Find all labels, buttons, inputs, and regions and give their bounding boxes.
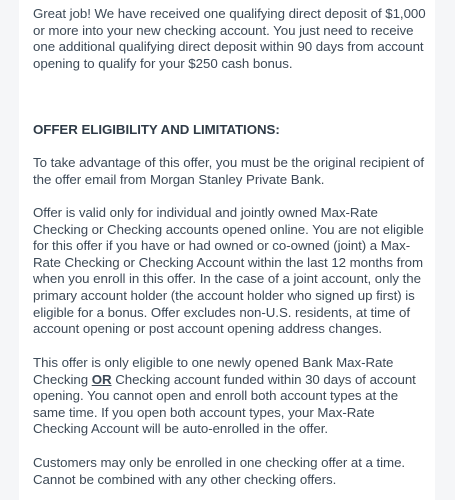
- one-offer-paragraph: Customers may only be enrolled in one checking offer at a time. Cannot be combined with any other checking offers.: [33, 455, 406, 487]
- one-account-text-before: This offer is only eligible to one newly opened Bank Max-Rate Checking: [33, 355, 394, 387]
- intro-paragraph: Great job! We have received one qualifying direct deposit of $1,000 or more into your new checking account. You just need to receive one additional qualifying direct deposit within 90 days from account opening to qualify for your $250 cash bonus.: [33, 6, 426, 71]
- one-account-text-after: Checking account funded within 30 days of account opening. You cannot open and enroll both account types at the same time. If you open both account types, your Max-Rate Checking Account will be auto-enrolled in the offer.: [33, 371, 416, 437]
- validity-paragraph: Offer is valid only for individual and jointly owned Max-Rate Checking or Checking accounts opened online. You are not eligible for this offer if you have or had owned or co-owned (joint) a Max-Rate Checking or Checking Account within the last 12 months from when you enroll in this offer. In the case of a joint account, only the primary account holder (the account holder who signed up first) is eligible for a bonus. Offer excludes non-U.S. residents, at time of account opening or post account opening address changes.: [33, 205, 424, 337]
- eligibility-heading: OFFER ELIGIBILITY AND LIMITATIONS:: [33, 122, 280, 137]
- or-emphasis: OR: [91, 371, 112, 387]
- one-account-paragraph: [33, 355, 428, 438]
- eligibility-paragraph: To take advantage of this offer, you must be the original recipient of the offer email from Morgan Stanley Private Bank.: [33, 155, 424, 187]
